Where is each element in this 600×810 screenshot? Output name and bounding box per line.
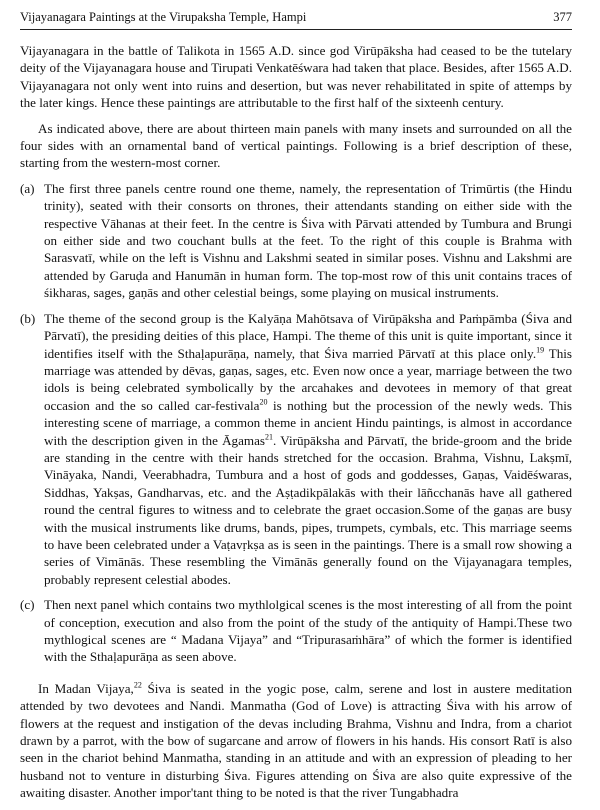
list-text-b: [44, 310, 572, 589]
footnote-ref-19: 19: [536, 345, 545, 355]
paragraph-3: [20, 680, 572, 802]
list-text-b-part-1: The theme of the second group is the Kalyāṇa Mahōtsava of Virūpāksha and Paṁpāmba (Śiva and Pārvatī), the presiding deities of this place, Hampi. The theme of this unit is quite important, since it identifies itself with the Sthaḷapurāṇa, namely, that Śiva married Pārvatī at this place only.: [44, 310, 572, 361]
list-item-c: [20, 596, 572, 666]
list-item-b: [20, 310, 572, 589]
footnote-ref-22: 22: [133, 680, 142, 690]
header-rule: [20, 29, 572, 30]
list-text-b-part-2: This marriage was attended by dēvas, gaṇas, sages, etc. Even now once a year, marriage between the two idols is being celebrated symbolically by the arcahakes and devotees in memory of that great occasion and the so called car-festivala: [44, 345, 572, 413]
running-title: Vijayanagara Paintings at the Virupaksha Temple, Hampi: [20, 10, 307, 24]
footnote-ref-21: 21: [265, 432, 274, 442]
paragraph-3-part-2: Śiva is seated in the yogic pose, calm, serene and lost in austere meditation attended by two devotees and Nandi. Manmatha (God of Love) is attracting Śiva with his arrow of flowers at the request and instigation of the devas including Brahma, Vishnu and Indra, from a chariot drawn by a parrot, with the bow of sugarcane and arrow of flowers in his hands. His consort Ratī is also seen in the chariot behind Manmatha, standing in an attitude and with an expression of pleading to her husband not to venture in disturbing Śiva. Figures attending on Śiva are also quite expressive of the awaiting disaster. Another impor'tant thing to be noted is that the river Tungabhadra: [20, 680, 573, 801]
paragraph-3-part-1: In Madan Vijaya,: [38, 680, 134, 696]
list-marker-b: (b): [20, 310, 36, 326]
list-text-a: The first three panels centre round one theme, namely, the representation of Trimūrtis (the Hindu trinity), seated with their consorts on thrones, their attendants standing on either side with the respective Vāhanas at their feet. In the centre is Śiva with Pārvati attended by Tumbura and Brungi on either side and two couchant bulls at the feet. To the right of this couple is Brahma with Sarasvatī, while on the left is Vishnu and Lakshmi seated in similar poses. Vishnu and Lakshmi are attended by Garuḍa and Hanumān in human form. The top-most row of this unit contains traces of śikharas, sages, gaṇās and other celestial beings, some playing on musical instruments.: [44, 180, 572, 301]
running-header: [20, 10, 572, 28]
list-text-b-part-4: . Virūpāksha and Pārvatī, the bride-groom and the bride are standing in the centre with their hands stretched for the occasion. Brahma, Vishnu, Lakṣmī, Vināyaka, Nandi, Veerabhadra, Tumbura and a host of gods and goddesses, Gaṇas, Vaidēśwaras, Siddhas, Yakṣas, Gandharvas, etc. and the Aṣṭadikpālakās with their lāñcchanās have all gathered round the central figures to witness and to celebrate the graet occasion.Some of the gaṇas are busy with the musical instruments like drums, bands, pipes, trumpets, cymbals, etc. This marriage seems to have been celebrated under a Vaṭavṛkṣa as is seen in the paintings. There is a small row showing a series of Vimānās. These resembling the Vimānās generally found on the Vijayanagara temples, probably represent celestial abodes.: [44, 432, 572, 587]
paragraph-2: As indicated above, there are about thirteen main panels with many insets and surrounded on all the four sides with an ornamental band of vertical paintings. Following is a brief description of these, starting from the western-most corner.: [20, 120, 572, 171]
list-text-c: Then next panel which contains two mythlolgical scenes is the most interesting of all from the point of conception, execution and also from the point of the study of the antiquity of Hampi.These two mythlogical scenes are “ Madana Vijaya” and “Tripurasaṁhāra” of which the former is identified with the Sthaḷapurāṇa as seen above.: [44, 597, 572, 665]
list-marker-c: (c): [20, 597, 35, 613]
paragraph-1: Vijayanagara in the battle of Talikota in 1565 A.D. since god Virūpāksha had ceased to be the tutelary deity of the Vijayanagara house and Tirupati Venkatēśwara had taken that place. Besides, after 1565 A.D. Vijayanagara not only went into ruins and desertion, but was never rehabilitated in spite of attemps by the later kings. Hence these paintings are attributable to the first half of the sixteenh century.: [20, 43, 572, 111]
footnote-ref-20: 20: [259, 397, 268, 407]
list-item-a: [20, 180, 572, 302]
page-number: 377: [553, 10, 572, 24]
list-marker-a: (a): [20, 180, 35, 196]
page-body: [20, 42, 572, 810]
list-text-b-part-3: is nothing but the procession of the newly weds. This interesting scene of marriage, a common theme in ancient Hindu paintings, is almost in accordance with the description given in the Āgamas: [44, 397, 572, 448]
